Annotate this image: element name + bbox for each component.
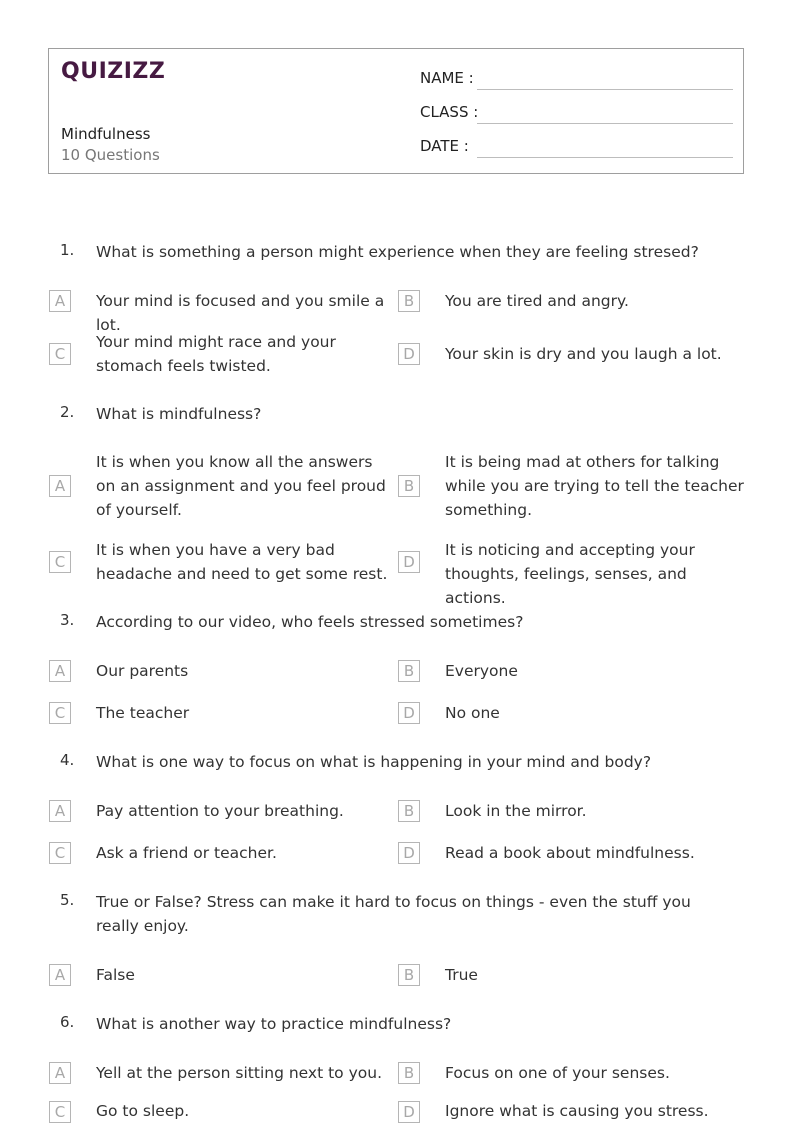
- option-d-text: Read a book about mindfulness.: [445, 844, 695, 862]
- option-b-text: Everyone: [445, 662, 518, 680]
- question-number: 1.: [60, 241, 75, 259]
- question-text: According to our video, who feels stressed sometimes?: [96, 613, 524, 631]
- class-line[interactable]: [477, 123, 733, 124]
- worksheet-header: [48, 48, 744, 174]
- option-a-text: Pay attention to your breathing.: [96, 802, 344, 820]
- option-d-box[interactable]: D: [398, 551, 420, 573]
- option-b-box[interactable]: B: [398, 964, 420, 986]
- option-d-text: No one: [445, 704, 500, 722]
- option-a-box[interactable]: A: [49, 290, 71, 312]
- option-c-box[interactable]: C: [49, 702, 71, 724]
- option-a-text: It is when you know all the answers on an assignment and you feel proud of yourself.: [96, 453, 386, 519]
- worksheet-title: Mindfulness: [61, 125, 151, 143]
- question-text: What is one way to focus on what is happening in your mind and body?: [96, 753, 652, 771]
- option-b-text: You are tired and angry.: [445, 292, 629, 310]
- question-text: What is another way to practice mindfulness?: [96, 1015, 452, 1033]
- name-label: NAME :: [420, 69, 474, 87]
- option-c-text: Your mind might race and your stomach feels twisted.: [96, 333, 336, 375]
- question-number: 6.: [60, 1013, 75, 1031]
- question-text: True or False? Stress can make it hard to focus on things - even the stuff you really enjoy.: [96, 893, 691, 935]
- option-d-box[interactable]: D: [398, 842, 420, 864]
- question-number: 3.: [60, 611, 75, 629]
- question-text: What is something a person might experience when they are feeling stresed?: [96, 243, 699, 261]
- option-d-text: Your skin is dry and you laugh a lot.: [445, 345, 722, 363]
- class-label: CLASS :: [420, 103, 479, 121]
- option-c-text: The teacher: [96, 704, 190, 722]
- option-b-text: It is being mad at others for talking while you are trying to tell the teacher something.: [445, 453, 744, 519]
- quizizz-logo: QUIZIZZ: [61, 59, 166, 84]
- name-line[interactable]: [477, 89, 733, 90]
- option-d-box[interactable]: D: [398, 343, 420, 365]
- option-d-box[interactable]: D: [398, 1101, 420, 1123]
- option-b-box[interactable]: B: [398, 660, 420, 682]
- option-c-box[interactable]: C: [49, 1101, 71, 1123]
- option-d-box[interactable]: D: [398, 702, 420, 724]
- option-b-text: True: [445, 966, 478, 984]
- option-a-text: Yell at the person sitting next to you.: [96, 1064, 383, 1082]
- option-b-text: Look in the mirror.: [445, 802, 587, 820]
- option-d-text: Ignore what is causing you stress.: [445, 1102, 709, 1120]
- option-b-box[interactable]: B: [398, 1062, 420, 1084]
- option-c-box[interactable]: C: [49, 842, 71, 864]
- option-b-box[interactable]: B: [398, 475, 420, 497]
- option-a-box[interactable]: A: [49, 800, 71, 822]
- option-d-text: It is noticing and accepting your thoughts, feelings, senses, and actions.: [445, 541, 695, 607]
- option-c-text: It is when you have a very bad headache and need to get some rest.: [96, 541, 388, 583]
- question-number: 4.: [60, 751, 75, 769]
- date-line[interactable]: [477, 157, 733, 158]
- question-number: 2.: [60, 403, 75, 421]
- option-a-text: False: [96, 966, 135, 984]
- option-c-box[interactable]: C: [49, 343, 71, 365]
- option-c-text: Ask a friend or teacher.: [96, 844, 277, 862]
- option-a-text: Your mind is focused and you smile a lot.: [96, 292, 385, 334]
- option-b-text: Focus on one of your senses.: [445, 1064, 670, 1082]
- option-a-box[interactable]: A: [49, 475, 71, 497]
- option-b-box[interactable]: B: [398, 290, 420, 312]
- option-a-box[interactable]: A: [49, 1062, 71, 1084]
- option-c-box[interactable]: C: [49, 551, 71, 573]
- option-a-box[interactable]: A: [49, 660, 71, 682]
- option-c-text: Go to sleep.: [96, 1102, 190, 1120]
- question-count: 10 Questions: [61, 146, 160, 164]
- option-a-text: Our parents: [96, 662, 189, 680]
- date-label: DATE :: [420, 137, 469, 155]
- option-a-box[interactable]: A: [49, 964, 71, 986]
- question-text: What is mindfulness?: [96, 405, 262, 423]
- question-number: 5.: [60, 891, 75, 909]
- option-b-box[interactable]: B: [398, 800, 420, 822]
